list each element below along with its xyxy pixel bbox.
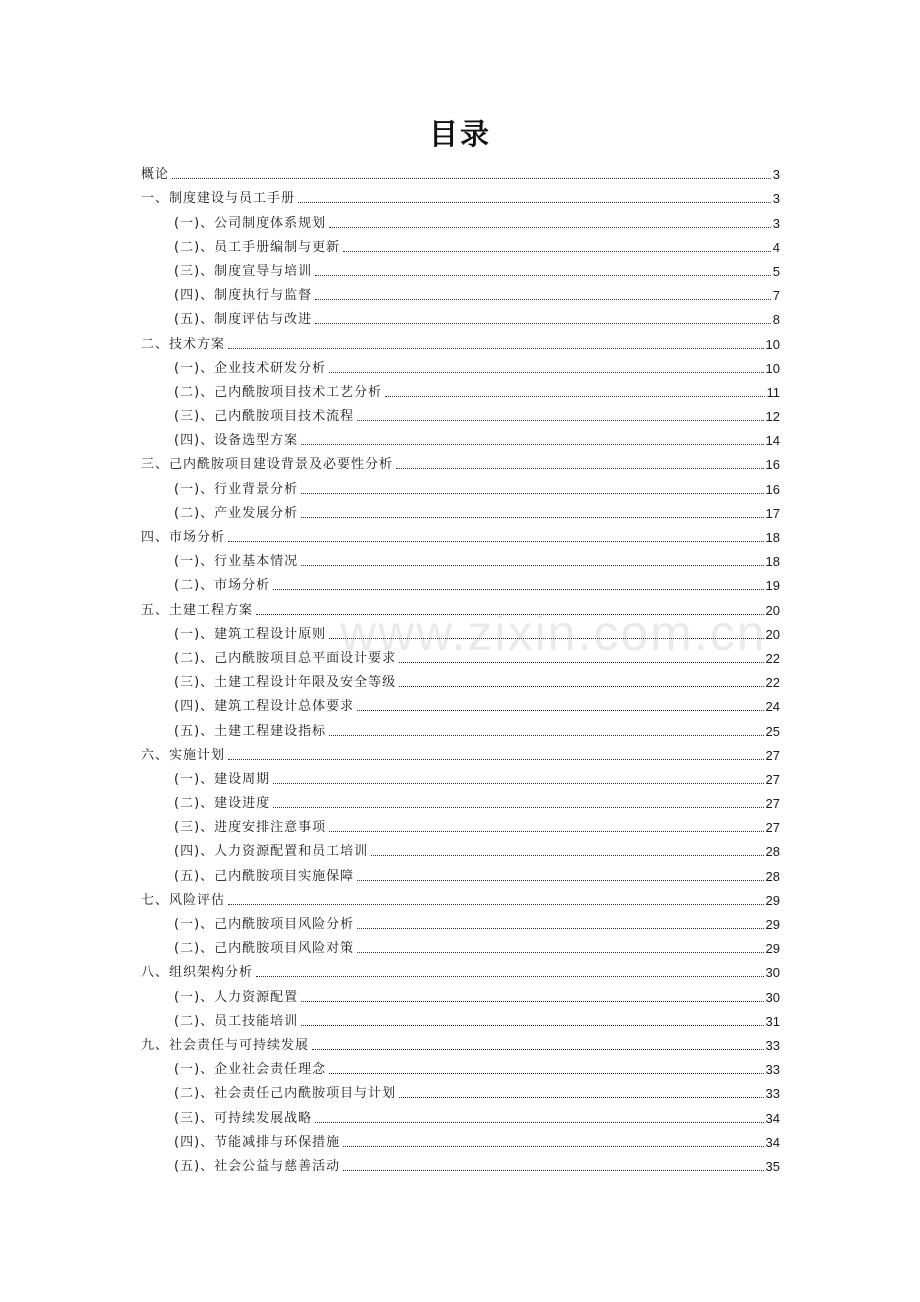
toc-entry-page-number: 10 [765,360,780,376]
toc-entry-label: (四)、建筑工程设计总体要求 [174,699,355,715]
toc-entry-label: (五)、社会公益与慈善活动 [174,1158,341,1174]
toc-dot-leader [312,1049,764,1050]
toc-dot-leader [357,420,763,421]
toc-entry-label: 九、社会责任与可持续发展 [141,1037,310,1053]
toc-entry-page-number: 16 [765,481,780,497]
toc-entry[interactable] [141,861,780,885]
toc-entry[interactable] [141,765,780,789]
toc-dot-leader [228,348,764,349]
toc-entry-label: (三)、可持续发展战略 [174,1110,313,1126]
toc-entry[interactable] [141,1152,780,1176]
toc-entry[interactable] [141,402,780,426]
toc-dot-leader [385,396,764,397]
toc-dot-leader [228,904,764,905]
toc-entry-page-number: 3 [772,215,780,231]
toc-entry[interactable] [141,886,780,910]
toc-entry-page-number: 8 [772,312,780,328]
toc-dot-leader [343,1146,763,1147]
toc-entry[interactable] [141,692,780,716]
toc-entry-label: (一)、公司制度体系规划 [174,215,327,231]
toc-entry-page-number: 33 [765,1086,780,1102]
toc-entry-label: (二)、建设进度 [174,796,271,812]
toc-entry-label: (二)、己内酰胺项目技术工艺分析 [174,384,383,400]
toc-entry[interactable] [141,668,780,692]
toc-entry[interactable] [141,305,780,329]
toc-entry-page-number: 27 [765,820,780,836]
toc-entry[interactable] [141,1007,780,1031]
toc-entry-label: (五)、制度评估与改进 [174,312,313,328]
toc-entry[interactable] [141,523,780,547]
toc-entry[interactable] [141,644,780,668]
toc-entry[interactable] [141,450,780,474]
toc-entry-page-number: 30 [765,989,780,1005]
toc-entry-page-number: 22 [765,675,780,691]
toc-entry[interactable] [141,233,780,257]
toc-entry-label: (二)、己内酰胺项目总平面设计要求 [174,650,397,666]
toc-entry-page-number: 19 [765,578,780,594]
table-of-contents [141,160,780,1176]
toc-entry-label: (三)、土建工程设计年限及安全等级 [174,675,397,691]
toc-entry-page-number: 12 [765,409,780,425]
toc-entry-label: (四)、制度执行与监督 [174,288,313,304]
toc-entry-label: 三、己内酰胺项目建设背景及必要性分析 [141,457,394,473]
toc-entry-label: (四)、节能减排与环保措施 [174,1134,341,1150]
toc-entry-page-number: 27 [765,771,780,787]
toc-entry[interactable] [141,595,780,619]
toc-entry-page-number: 30 [765,965,780,981]
toc-entry-label: (二)、员工技能培训 [174,1013,299,1029]
toc-entry-label: 七、风险评估 [141,892,226,908]
toc-entry-label: 八、组织架构分析 [141,965,254,981]
toc-dot-leader [256,976,764,977]
toc-entry-label: (三)、己内酰胺项目技术流程 [174,409,355,425]
toc-entry[interactable] [141,571,780,595]
toc-dot-leader [301,565,763,566]
toc-entry-page-number: 35 [765,1158,780,1174]
toc-entry[interactable] [141,184,780,208]
toc-entry-page-number: 27 [765,747,780,763]
toc-dot-leader [298,202,771,203]
toc-dot-leader [315,323,771,324]
toc-dot-leader [228,541,764,542]
toc-entry[interactable] [141,910,780,934]
toc-entry-label: 一、制度建设与员工手册 [141,191,296,207]
toc-dot-leader [357,952,763,953]
toc-dot-leader [399,1097,763,1098]
toc-entry[interactable] [141,741,780,765]
toc-entry-page-number: 3 [772,167,780,183]
toc-entry-label: (一)、人力资源配置 [174,989,299,1005]
toc-entry[interactable] [141,547,780,571]
toc-dot-leader [371,855,763,856]
toc-dot-leader [315,299,771,300]
toc-entry-page-number: 14 [765,433,780,449]
toc-dot-leader [273,589,763,590]
toc-entry[interactable] [141,426,780,450]
toc-entry-page-number: 20 [765,602,780,618]
toc-entry-page-number: 20 [765,626,780,642]
toc-entry-page-number: 29 [765,941,780,957]
toc-dot-leader [315,275,771,276]
toc-dot-leader [329,735,763,736]
toc-entry-label: (一)、建筑工程设计原则 [174,626,327,642]
toc-entry-page-number: 24 [765,699,780,715]
toc-entry-label: (二)、社会责任己内酰胺项目与计划 [174,1086,397,1102]
toc-entry-label: 四、市场分析 [141,530,226,545]
toc-entry[interactable] [141,1055,780,1079]
toc-entry[interactable] [141,1128,780,1152]
toc-entry-page-number: 5 [772,263,780,279]
toc-entry-page-number: 27 [765,796,780,812]
toc-entry-label: (二)、员工手册编制与更新 [174,239,341,255]
toc-entry[interactable] [141,257,780,281]
toc-entry-page-number: 10 [765,336,780,352]
toc-entry[interactable] [141,474,780,498]
toc-dot-leader [329,1073,763,1074]
toc-entry-label: 二、技术方案 [141,336,226,352]
toc-entry[interactable] [141,378,780,402]
toc-entry[interactable] [141,813,780,837]
page-title: 目录 [428,117,491,151]
toc-dot-leader [357,710,763,711]
toc-dot-leader [343,251,771,252]
toc-entry-page-number: 29 [765,917,780,932]
toc-entry-label: (三)、进度安排注意事项 [174,820,327,836]
toc-entry-label: (二)、产业发展分析 [174,505,299,521]
toc-entry-page-number: 34 [765,1110,780,1126]
toc-entry-page-number: 18 [765,554,780,570]
toc-entry-label: (二)、己内酰胺项目风险对策 [174,941,355,957]
toc-dot-leader [315,1122,763,1123]
toc-entry-label: (一)、己内酰胺项目风险分析 [174,917,355,932]
toc-entry-page-number: 31 [765,1013,780,1029]
toc-entry-label: (五)、己内酰胺项目实施保障 [174,868,355,884]
toc-entry-page-number: 16 [765,457,780,473]
toc-dot-leader [343,1170,763,1171]
toc-entry[interactable] [141,982,780,1006]
toc-entry-label: (三)、制度宣导与培训 [174,263,313,279]
toc-entry-label: (二)、市场分析 [174,578,271,594]
toc-entry[interactable] [141,208,780,232]
toc-dot-leader [228,759,764,760]
toc-entry-page-number: 17 [765,505,780,521]
toc-entry[interactable] [141,1031,780,1055]
toc-entry-label: (四)、设备选型方案 [174,433,299,449]
toc-dot-leader [273,783,763,784]
toc-entry-page-number: 11 [766,384,780,400]
toc-entry-page-number: 33 [765,1037,780,1053]
toc-dot-leader [301,517,763,518]
toc-entry-page-number: 25 [765,723,780,739]
toc-entry[interactable] [141,329,780,353]
toc-entry[interactable] [141,1079,780,1103]
toc-entry[interactable] [141,281,780,305]
toc-dot-leader [357,928,763,929]
toc-entry-label: (一)、行业背景分析 [174,481,299,497]
toc-entry-label: 概论 [141,167,170,183]
toc-entry-page-number: 7 [772,288,780,304]
toc-dot-leader [301,493,763,494]
toc-entry-label: 五、土建工程方案 [141,602,254,618]
toc-entry-page-number: 29 [765,892,780,908]
toc-entry[interactable] [141,789,780,813]
toc-dot-leader [273,807,763,808]
toc-entry-label: (五)、土建工程建设指标 [174,723,327,739]
toc-dot-leader [329,831,763,832]
toc-entry-label: 六、实施计划 [141,747,226,763]
toc-entry-label: (四)、人力资源配置和员工培训 [174,844,369,860]
toc-entry-label: (一)、行业基本情况 [174,554,299,570]
toc-entry-label: (一)、企业社会责任理念 [174,1062,327,1078]
toc-dot-leader [329,372,763,373]
toc-entry[interactable] [141,837,780,861]
toc-dot-leader [256,614,764,615]
toc-entry[interactable] [141,716,780,740]
toc-entry-page-number: 34 [765,1134,780,1150]
toc-entry[interactable] [141,1103,780,1127]
toc-dot-leader [329,227,771,228]
toc-entry-page-number: 33 [765,1062,780,1078]
toc-dot-leader [301,1025,763,1026]
toc-entry[interactable] [141,160,780,184]
toc-entry-page-number: 18 [765,530,780,545]
toc-entry-page-number: 28 [765,844,780,860]
toc-entry-page-number: 3 [772,191,780,207]
toc-entry-label: (一)、企业技术研发分析 [174,360,327,376]
toc-entry-page-number: 28 [765,868,780,884]
toc-dot-leader [399,662,763,663]
toc-dot-leader [357,880,763,881]
toc-entry[interactable] [141,934,780,958]
toc-entry-page-number: 4 [772,239,780,255]
toc-dot-leader [329,638,763,639]
toc-entry[interactable] [141,499,780,523]
toc-dot-leader [396,468,764,469]
toc-entry[interactable] [141,620,780,644]
toc-dot-leader [172,178,771,179]
toc-entry[interactable] [141,958,780,982]
toc-entry-page-number: 22 [765,650,780,666]
toc-dot-leader [399,686,763,687]
toc-dot-leader [301,1001,763,1002]
toc-dot-leader [301,444,763,445]
toc-entry[interactable] [141,354,780,378]
toc-entry-label: (一)、建设周期 [174,771,271,787]
watermark: www.zixin.com.cn [340,605,767,661]
